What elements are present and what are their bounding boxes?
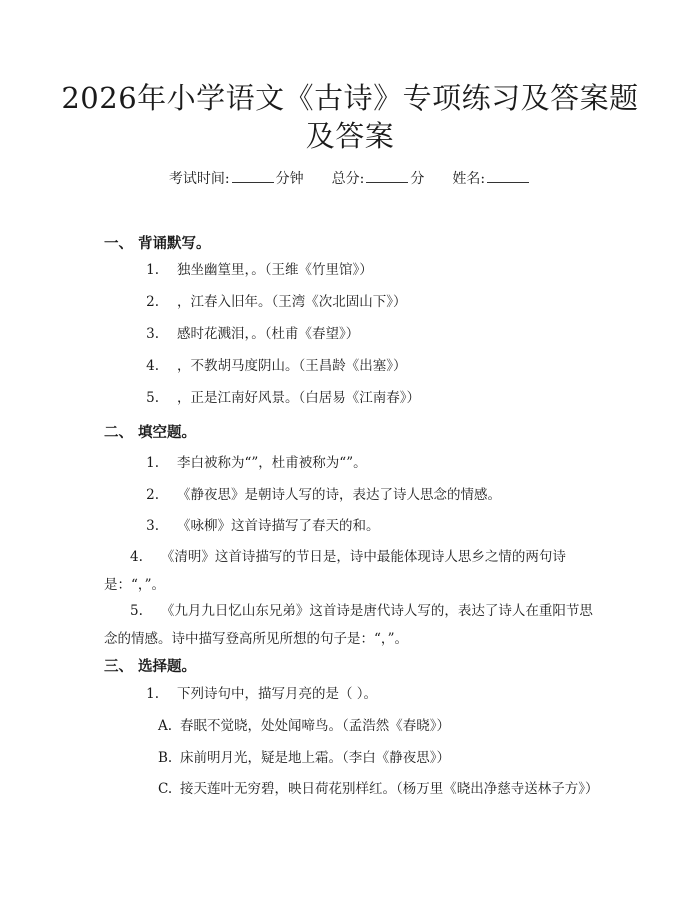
section-heading-fill-blank: 二、 填空题。 xyxy=(104,425,196,441)
score-unit: 分 xyxy=(410,171,425,187)
section-heading-recitation: 一、 背诵默写。 xyxy=(104,236,211,252)
section-heading-multiple-choice: 三、 选择题。 xyxy=(104,659,196,675)
name-label: 姓名: xyxy=(452,171,486,187)
list-item: 1. 李白被称为“”，杜甫被称为“”。 xyxy=(146,455,367,471)
list-item: 5. 《九月九日忆山东兄弟》这首诗是唐代诗人写的，表达了诗人在重阳节思念的情感。诗中描写登高所见所想的句子是：“，”。 xyxy=(104,603,593,647)
name-blank xyxy=(487,170,529,183)
score-blank xyxy=(366,170,408,183)
page-title: 2026年小学语文《古诗》专项练习及答案题 xyxy=(61,81,639,115)
page-title-continued: 及答案 xyxy=(305,119,395,153)
list-item: 1. 独坐幽篁里，。（王维《竹里馆》） xyxy=(146,262,373,278)
choice-option-b: B. 床前明月光，疑是地上霜。（李白《静夜思》） xyxy=(158,750,450,766)
exam-meta xyxy=(0,168,700,188)
score-label: 总分: xyxy=(331,171,365,187)
list-item: 3. 《咏柳》这首诗描写了春天的和。 xyxy=(146,518,380,534)
list-item: 2. 《静夜思》是朝诗人写的诗，表达了诗人思念的情感。 xyxy=(146,487,501,503)
time-label: 考试时间: xyxy=(168,171,230,187)
list-item: 5. ，正是江南好风景。（白居易《江南春》） xyxy=(146,390,420,406)
choice-option-a: A. 春眠不觉晓，处处闻啼鸟。（孟浩然《春晓》） xyxy=(158,718,450,734)
list-item: 2. ，江春入旧年。（王湾《次北固山下》） xyxy=(146,294,407,310)
time-unit: 分钟 xyxy=(275,171,304,187)
list-item: 4. ，不教胡马度阴山。（王昌龄《出塞》） xyxy=(146,358,407,374)
list-item: 1. 下列诗句中，描写月亮的是（ ）。 xyxy=(146,686,378,702)
choice-option-c: C. 接天莲叶无穷碧，映日荷花别样红。（杨万里《晓出净慈寺送林子方》） xyxy=(158,781,599,797)
time-blank xyxy=(232,170,274,183)
list-item: 3. 感时花溅泪，。（杜甫《春望》） xyxy=(146,326,360,342)
list-item: 4. 《清明》这首诗描写的节日是，诗中最能体现诗人思乡之情的两句诗是：“，”。 xyxy=(104,549,566,593)
